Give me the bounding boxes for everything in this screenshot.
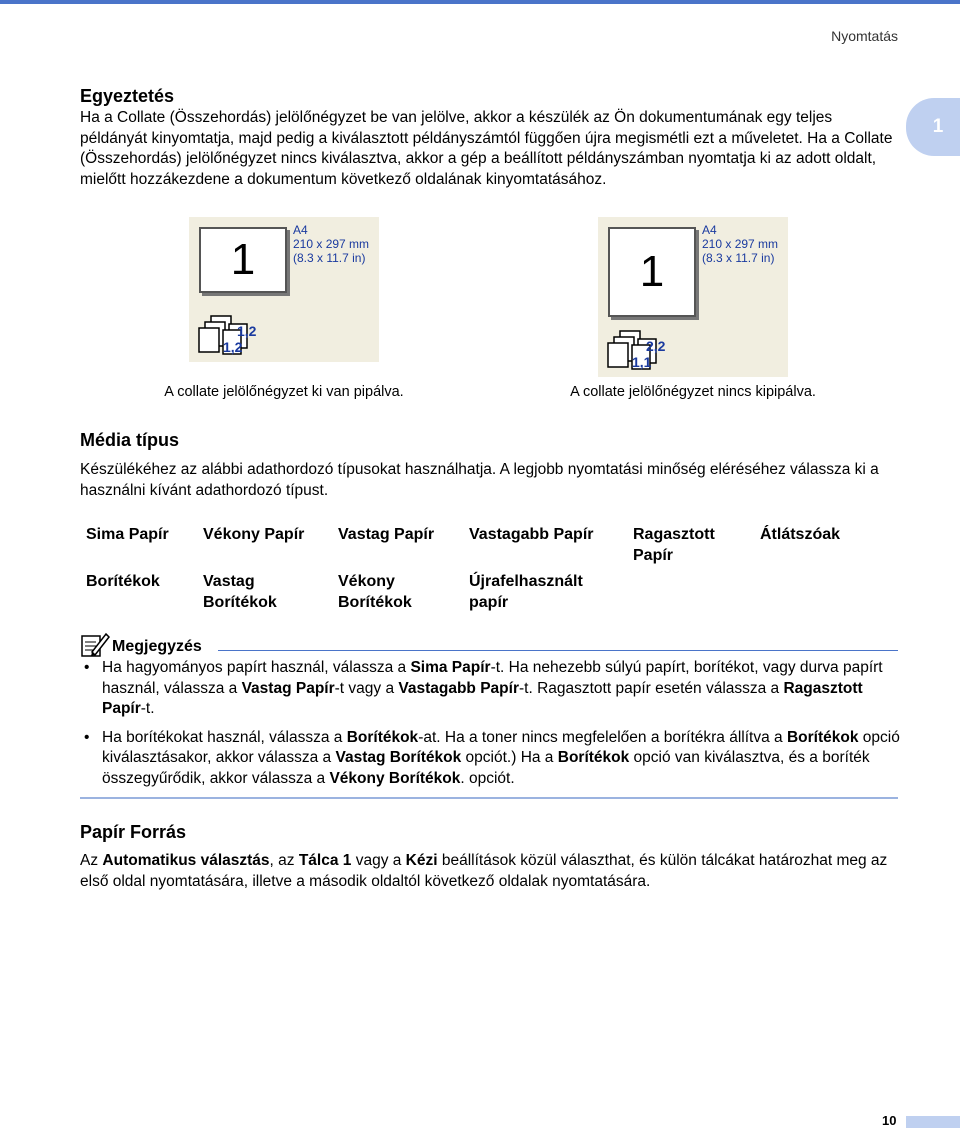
media-paragraph: Készülékéhez az alábbi adathordozó típusokat használhatja. A legjobb nyomtatási minőség eléréséhez válassza ki a használni kívánt adathordozó típust. [80, 461, 879, 499]
section-heading-paper-source: Papír Forrás [80, 822, 187, 842]
note-item: • Ha hagyományos papírt használ, válassza a Sima Papír-t. Ha nehezebb súlyú papírt, borítékot, vagy durva papírt használ, válassza a Vastag Papír-t vagy a Vastagabb Papír-t. Ragasztott papír esetén válassza a Ragasztott Papír-t. [84, 659, 883, 717]
svg-text:1,1: 1,1 [632, 354, 652, 370]
media-type-item: Vékony Borítékok [338, 573, 412, 611]
collate-off-caption: A collate jelölőnégyzet nincs kipipálva. [570, 384, 816, 400]
section-heading-media: Média típus [80, 430, 180, 450]
chapter-tab: 1 [906, 98, 960, 156]
uncollated-stack-icon [606, 329, 706, 371]
top-rule [0, 0, 960, 4]
svg-text:2,2: 2,2 [646, 338, 666, 354]
media-type-item: Újrafelhasznált papír [469, 573, 583, 611]
svg-text:1,2: 1,2 [223, 339, 243, 355]
note-item: • Ha borítékokat használ, válassza a Borítékok-at. Ha a toner nincs megfelelően a borítékra állítva a Borítékok opció kiválasztásakor, akkor válassza a Vastag Borítékok opciót.) Ha a Borítékok opció van kiválasztva, és a boríték összegyűrődik, akkor válassza a Vékony Borítékok. opciót. [84, 728, 900, 787]
collate-off-figure [598, 217, 788, 377]
note-title: Megjegyzés [112, 638, 202, 655]
media-type-item: Vékony Papír [203, 526, 305, 543]
paper-size-label: A4 210 x 297 mm (8.3 x 11.7 in) [702, 223, 779, 265]
media-type-item: Borítékok [86, 573, 160, 590]
page-preview: 1 [608, 227, 696, 317]
running-header: Nyomtatás [831, 28, 898, 44]
page-number: 10 [882, 1113, 897, 1128]
collate-on-figure [189, 217, 379, 362]
collate-stack-icon [197, 314, 297, 356]
media-type-item: Sima Papír [86, 526, 169, 543]
media-type-item: Vastagabb Papír [469, 526, 594, 543]
media-type-item: Átlátszóak [760, 526, 841, 543]
note-rule-top [218, 650, 898, 651]
page-number-bar [906, 1116, 960, 1128]
note-list [84, 658, 900, 797]
media-type-item: Vastag Borítékok [203, 573, 277, 611]
collate-paragraph: Ha a Collate (Összehordás) jelölőnégyzet be van jelölve, akkor a készülék az Ön dokumentumának egy teljes példányát kinyomtatja, majd pedig a kiválasztott példányszámtól függően újra megismétli ezt a műveletet. Ha a Collate (Összehordás) jelölőnégyzet nincs kiválasztva, akkor a gép a beállított példányszámban nyomtatja ki az adott oldalt, mielőtt hozzákezdene a dokumentum következő oldalának kinyomtatásához. [80, 109, 893, 188]
svg-text:1,2: 1,2 [237, 323, 257, 339]
collate-on-caption: A collate jelölőnégyzet ki van pipálva. [164, 384, 404, 400]
section-heading-collate: Egyeztetés [80, 86, 175, 106]
note-rule-bottom [80, 797, 898, 799]
paper-source-paragraph: Az Automatikus választás, az Tálca 1 vagy a Kézi beállítások közül választhat, és külön tálcákat határozhat meg az első oldal nyomtatására, illetve a második oldaltól következő oldalak nyomtatására. [80, 852, 888, 890]
media-type-item: Ragasztott Papír [633, 526, 715, 564]
paper-size-label: A4 210 x 297 mm (8.3 x 11.7 in) [293, 223, 370, 265]
media-type-item: Vastag Papír [338, 526, 435, 543]
note-header [80, 630, 898, 656]
page-preview: 1 [199, 227, 287, 293]
